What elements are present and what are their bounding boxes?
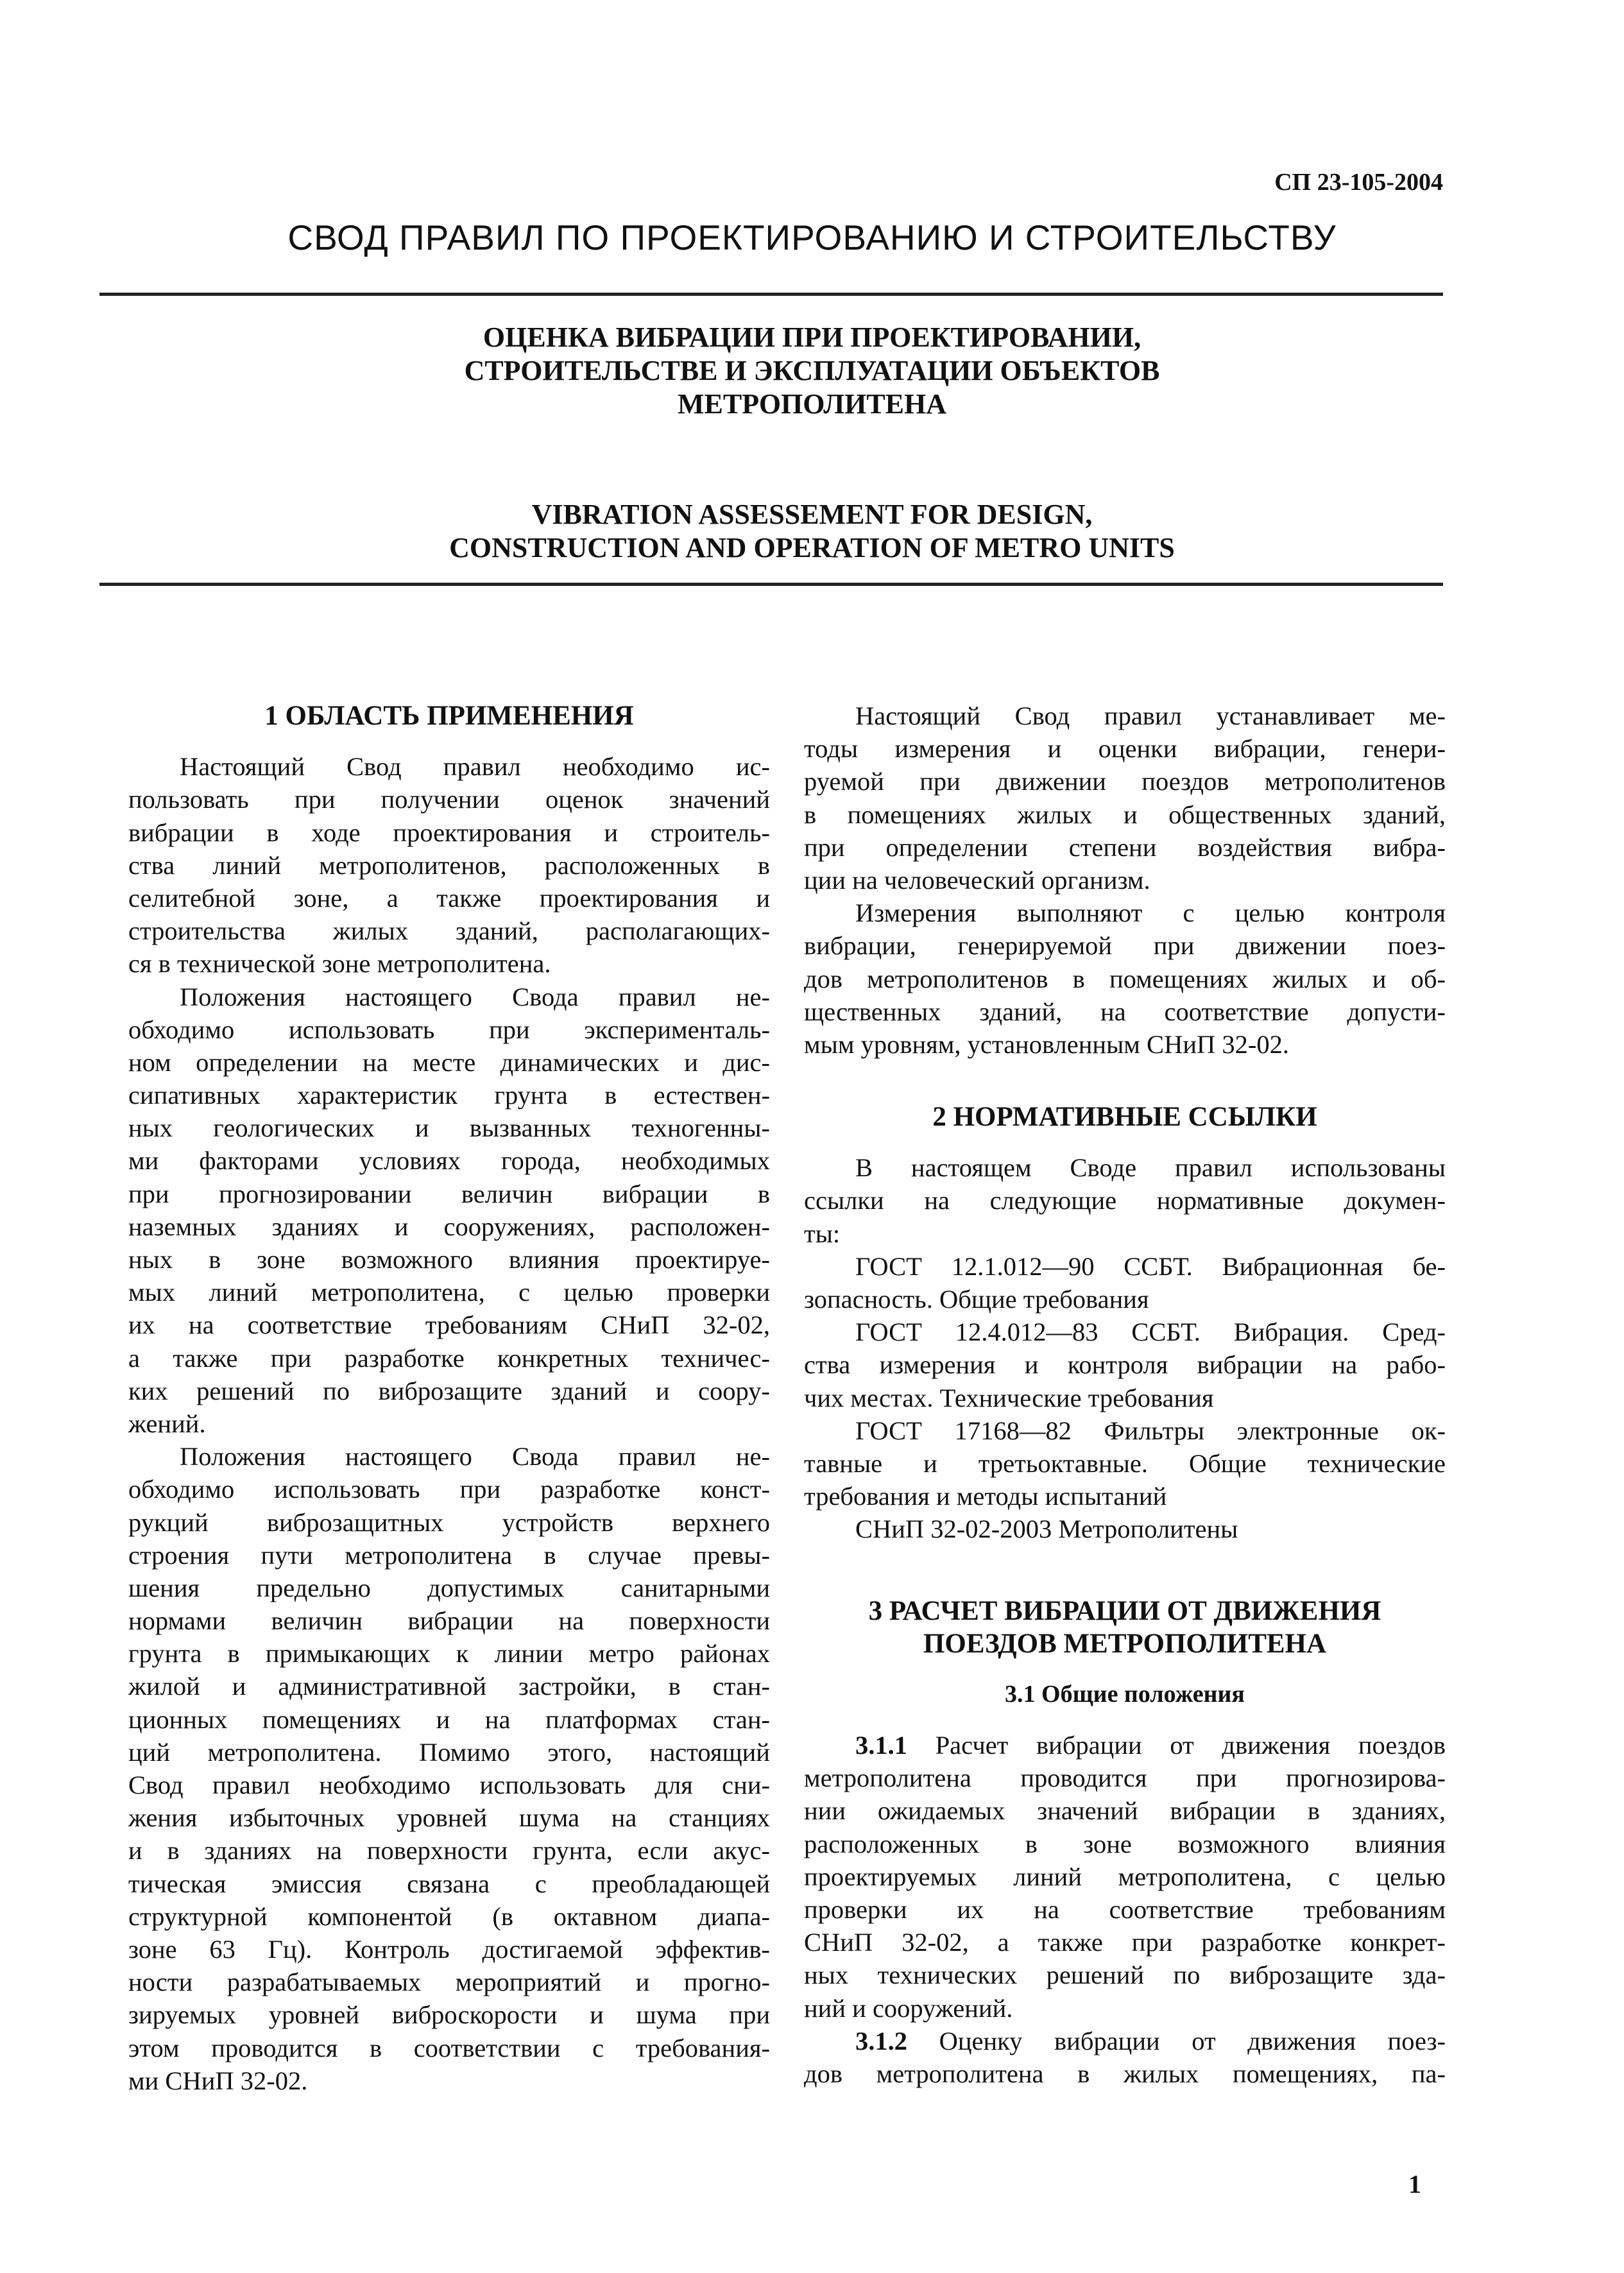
- bottom-divider: [99, 583, 1443, 586]
- document-code: СП 23-105-2004: [1274, 169, 1443, 196]
- text-line: требования и методы испытаний: [804, 1482, 1167, 1511]
- text-line: ГОСТ 12.1.012—90 ССБТ. Вибрационная бе-: [855, 1251, 1446, 1281]
- title-ru-line: ОЦЕНКА ВИБРАЦИИ ПРИ ПРОЕКТИРОВАНИИ,: [483, 322, 1141, 353]
- right-column: [804, 699, 1446, 2090]
- text-line: Измерения выполняют с целью контроля: [855, 898, 1446, 928]
- section-1-paragraph-1: [128, 750, 770, 980]
- text-line: ких решений по виброзащите зданий и соору-: [128, 1376, 770, 1405]
- text-line: проектируемых линий метрополитена, с целью: [804, 1862, 1446, 1891]
- text-line: чих местах. Технические требования: [804, 1383, 1214, 1412]
- section-1-paragraph-2: [128, 981, 770, 1441]
- text-line: ссылки на следующие нормативные докумен-: [804, 1186, 1446, 1215]
- text-line: Положения настоящего Свода правил не-: [180, 1442, 770, 1471]
- section-1-paragraph-4: [804, 699, 1446, 896]
- text-line: а также при разработке конкретных техничес-: [128, 1343, 770, 1373]
- text-line: и в зданиях на поверхности грунта, если акус-: [128, 1836, 770, 1866]
- text-line: жений.: [128, 1409, 206, 1438]
- text-line: [804, 1729, 1446, 1762]
- text-line: зопасность. Общие требования: [804, 1285, 1149, 1314]
- text-line: [804, 2025, 1446, 2057]
- section-2-heading: 2 НОРМАТИВНЫЕ ССЫЛКИ: [932, 1102, 1317, 1133]
- text-line: зируемых уровней виброскорости и шума при: [128, 2000, 770, 2030]
- text-line: В настоящем Своде правил использованы: [855, 1153, 1446, 1183]
- text-line: ных геологических и вызванных техногенны-: [128, 1113, 770, 1143]
- text-line: дов метрополитенов в помещениях жилых и об-: [804, 964, 1446, 993]
- section-3-heading-line: ПОЕЗДОВ МЕТРОПОЛИТЕНА: [923, 1628, 1327, 1659]
- reference-item: [804, 1414, 1446, 1513]
- document-title-ru: [0, 321, 1624, 421]
- title-en-line: VIBRATION ASSESSEMENT FOR DESIGN,: [531, 499, 1093, 530]
- title-ru-line: МЕТРОПОЛИТЕНА: [677, 388, 947, 420]
- text-line: ном определении на месте динамических и дис-: [128, 1047, 770, 1077]
- clause-number: 3.1.1: [855, 1731, 907, 1760]
- text-line: ства измерения и контроля вибрации на рабо-: [804, 1350, 1446, 1380]
- text-line: рукций виброзащитных устройств верхнего: [128, 1507, 770, 1537]
- reference-item: [804, 1513, 1446, 1545]
- text-line: жения избыточных уровней шума на станциях: [128, 1803, 770, 1833]
- text-line: мым уровням, установленным СНиП 32-02.: [804, 1029, 1289, 1059]
- text-line: руемой при движении поездов метрополитенов: [804, 767, 1446, 796]
- text-line: ционных помещениях и на платформах стан-: [128, 1704, 770, 1734]
- text-line: ний и сооружений.: [804, 1993, 1013, 2023]
- text-line: вибрации в ходе проектирования и строитель-: [128, 818, 770, 847]
- top-divider: [99, 293, 1443, 296]
- text-line: проверки их на соответствие требованиям: [804, 1895, 1446, 1924]
- section-3-heading-line: 3 РАСЧЕТ ВИБРАЦИИ ОТ ДВИЖЕНИЯ: [868, 1595, 1381, 1626]
- clause-3-1-2: [804, 2025, 1446, 2090]
- text-line: расположенных в зоне возможного влияния: [804, 1829, 1446, 1858]
- text-line: ГОСТ 12.4.012—83 ССБТ. Вибрация. Сред-: [855, 1317, 1446, 1347]
- text-line: зоне 63 Гц). Контроль достигаемой эффектив-: [128, 1934, 770, 1964]
- title-ru-line: СТРОИТЕЛЬСТВЕ И ЭКСПЛУАТАЦИИ ОБЪЕКТОВ: [464, 355, 1160, 386]
- text-line: ции на человеческий организм.: [804, 865, 1150, 895]
- text-line: щественных зданий, на соответствие допусти-: [804, 997, 1446, 1026]
- text-line: пользовать при получении оценок значений: [128, 785, 770, 814]
- text-line: ся в технической зоне метрополитена.: [128, 949, 551, 979]
- text-line: наземных зданиях и сооружениях, расположен-: [128, 1212, 770, 1241]
- text-line: вибрации, генерируемой при движении поез-: [804, 931, 1446, 961]
- text-line: жилой и административной застройки, в стан-: [128, 1672, 770, 1701]
- text-line: нии ожидаемых значений вибрации в зданиях,: [804, 1796, 1446, 1826]
- text-line: шения предельно допустимых санитарными: [128, 1573, 770, 1602]
- text-line: обходимо использовать при эксперименталь-: [128, 1015, 770, 1044]
- page-number: 1: [1408, 2170, 1421, 2199]
- text-line: СНиП 32-02, а также при разработке конкрет-: [804, 1928, 1446, 1957]
- clause-3-1-1: [804, 1729, 1446, 2025]
- text-line: селитебной зоне, а также проектирования и: [128, 883, 770, 913]
- reference-item: [804, 1316, 1446, 1414]
- text-line: ГОСТ 17168—82 Фильтры электронные ок-: [855, 1416, 1446, 1445]
- text-line: ты:: [804, 1219, 841, 1248]
- text-line: Свод правил необходимо использовать для сни-: [128, 1771, 770, 1799]
- clause-text: Расчет вибрации от движения поездов: [907, 1731, 1446, 1760]
- text-line: структурной компонентой (в октавном диапа-: [128, 1901, 770, 1931]
- text-line: в помещениях жилых и общественных зданий,: [804, 800, 1446, 829]
- text-line: грунта в примыкающих к линии метро районах: [128, 1639, 770, 1668]
- document-title-en: [0, 498, 1624, 565]
- text-line: тоды измерения и оценки вибрации, генери-: [804, 734, 1446, 764]
- text-line: этом проводится в соответствии с требования-: [128, 2033, 770, 2063]
- text-line: сипативных характеристик грунта в естествен-: [128, 1081, 770, 1110]
- text-line: Положения настоящего Свода правил не-: [180, 982, 770, 1011]
- text-line: их на соответствие требованиям СНиП 32-02,: [128, 1310, 770, 1340]
- left-column: [128, 699, 770, 2097]
- section-1-paragraph-3: [128, 1440, 770, 2097]
- text-line: тавные и третьоктавные. Общие технические: [804, 1448, 1446, 1478]
- text-line: строения пути метрополитена в случае превы-: [128, 1540, 770, 1570]
- text-line: СНиП 32-02-2003 Метрополитены: [855, 1514, 1238, 1544]
- section-1-paragraph-5: [804, 896, 1446, 1061]
- text-line: ных в зоне возможного влияния проектируе-: [128, 1245, 770, 1274]
- text-line: строительства жилых зданий, располагающих-: [128, 916, 770, 946]
- text-line: Настоящий Свод правил устанавливает ме-: [855, 701, 1446, 730]
- text-line: дов метрополитена в жилых помещениях, па-: [804, 2059, 1446, 2088]
- clause-text: Оценку вибрации от движения поез-: [907, 2026, 1446, 2055]
- text-line: ми факторами условиях города, необходимых: [128, 1146, 770, 1176]
- text-line: метрополитена проводится при прогнозирова-: [804, 1763, 1446, 1793]
- clause-number: 3.1.2: [855, 2026, 907, 2055]
- text-line: Настоящий Свод правил необходимо ис-: [180, 752, 770, 782]
- text-line: ми СНиП 32-02.: [128, 2066, 308, 2095]
- text-line: ных технических решений по виброзащите зда-: [804, 1960, 1446, 1990]
- subsection-3-1-heading: 3.1 Общие положения: [1005, 1680, 1245, 1708]
- text-line: мых линий метрополитена, с целью проверки: [128, 1278, 770, 1307]
- text-line: при определении степени воздействия вибра-: [804, 832, 1446, 862]
- text-line: при прогнозировании величин вибрации в: [128, 1179, 770, 1208]
- title-en-line: CONSTRUCTION AND OPERATION OF METRO UNITS: [449, 532, 1175, 563]
- reference-item: [804, 1250, 1446, 1316]
- series-title: СВОД ПРАВИЛ ПО ПРОЕКТИРОВАНИЮ И СТРОИТЕЛЬСТВУ: [287, 218, 1337, 257]
- text-line: обходимо использовать при разработке конст-: [128, 1475, 770, 1504]
- section-1-heading: 1 ОБЛАСТЬ ПРИМЕНЕНИЯ: [264, 701, 634, 731]
- text-line: ства линий метрополитенов, расположенных в: [128, 850, 770, 880]
- text-line: ности разрабатываемых мероприятий и прогно-: [128, 1968, 770, 1997]
- text-line: нормами величин вибрации на поверхности: [128, 1606, 770, 1636]
- text-line: ций метрополитена. Помимо этого, настоящий: [128, 1737, 770, 1767]
- text-line: тическая эмиссия связана с преобладающей: [128, 1869, 770, 1898]
- section-2-intro: [804, 1151, 1446, 1250]
